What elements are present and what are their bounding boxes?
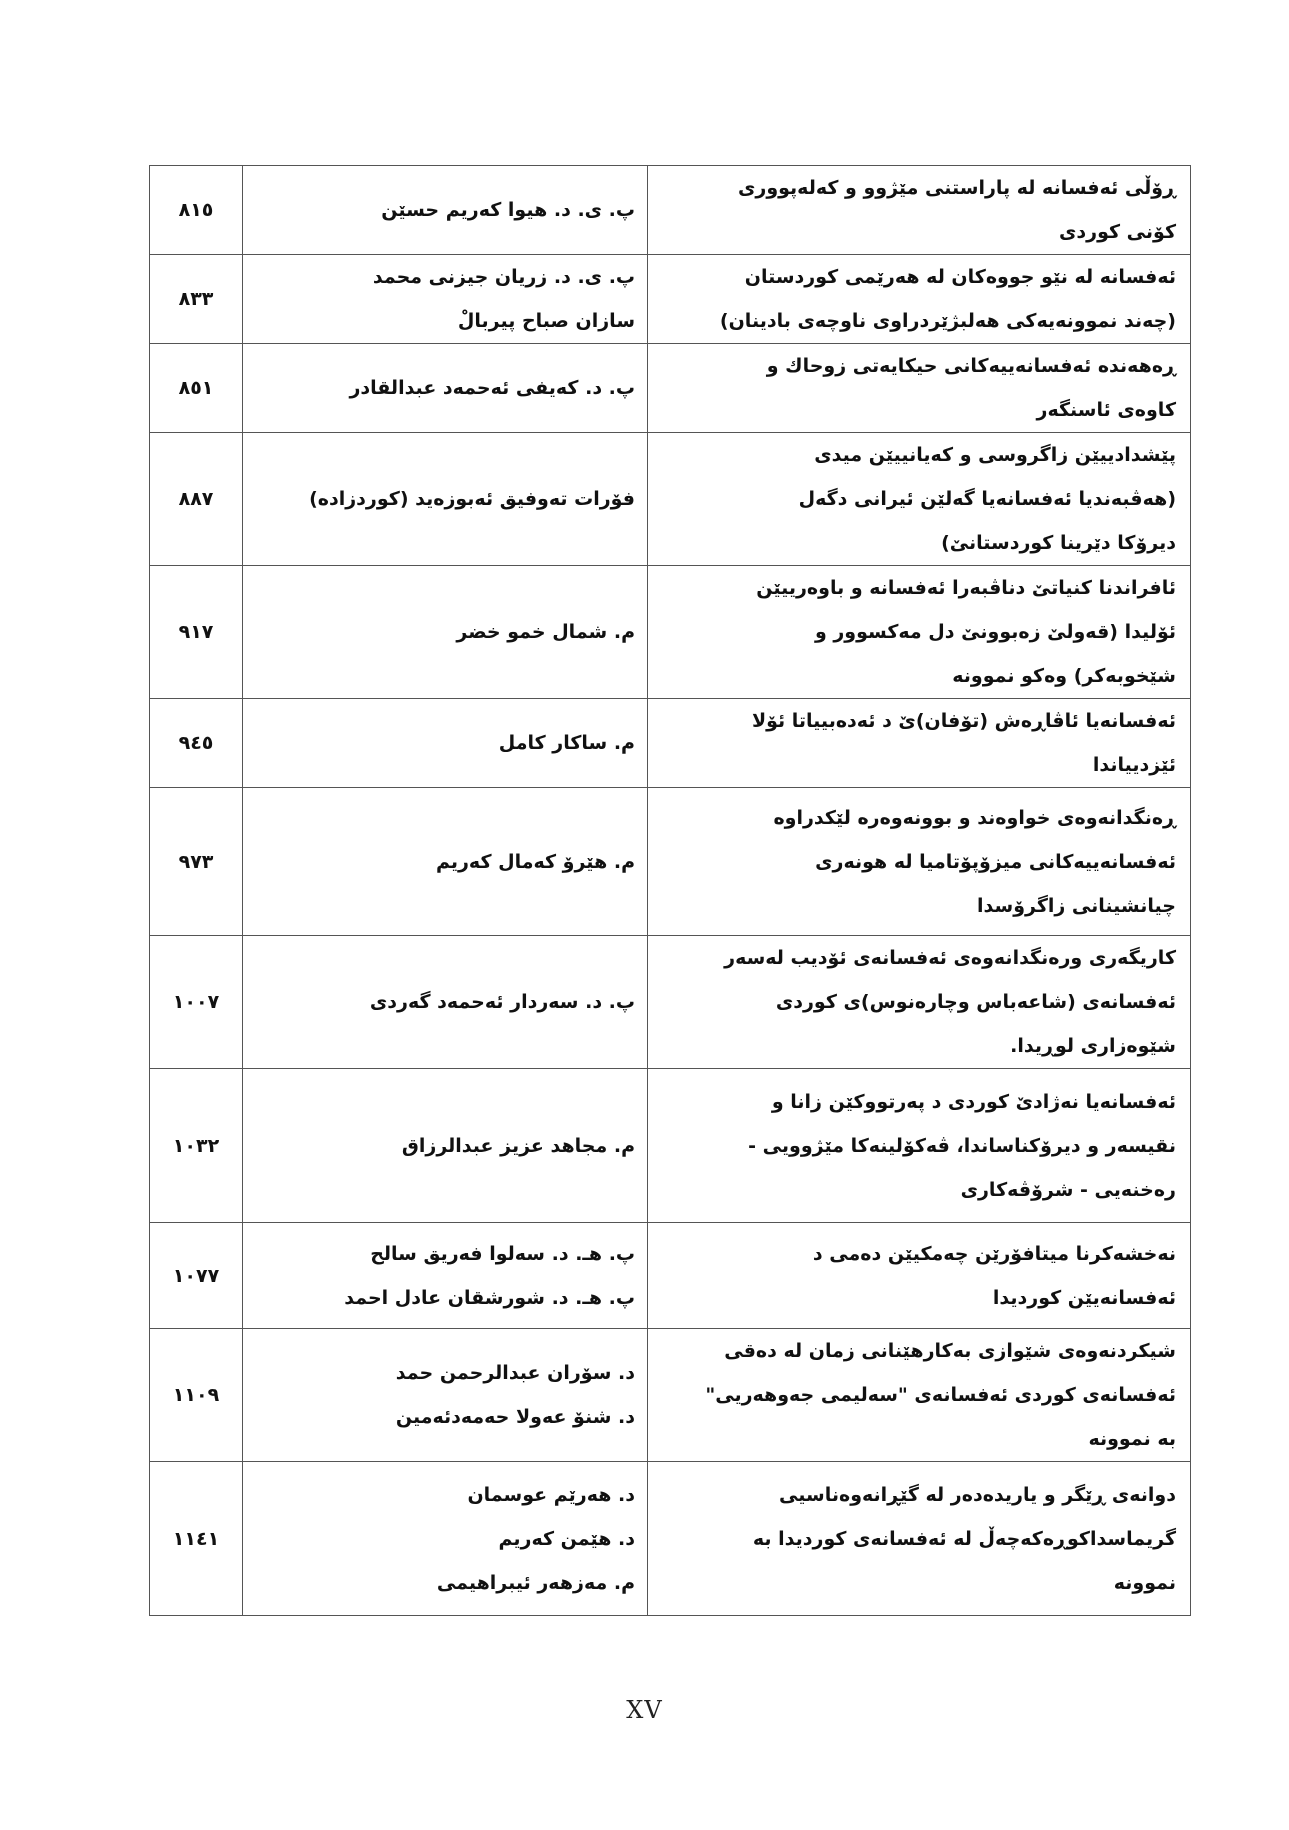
table-row <box>150 699 1191 788</box>
table-row <box>150 1069 1191 1223</box>
contents-table <box>149 165 1191 1616</box>
article-title-line: ئەفسانەیێن کوردیدا <box>992 1286 1176 1309</box>
article-title-cell <box>648 1329 1191 1462</box>
article-title-cell <box>648 788 1191 936</box>
table-row <box>150 788 1191 936</box>
table-row <box>150 1329 1191 1462</box>
author-cell <box>243 255 648 344</box>
table-row <box>150 1223 1191 1329</box>
page-number: XV <box>626 1696 663 1724</box>
author-name: م. ساکار کامل <box>498 732 635 754</box>
article-title-line: بە نموونە <box>1088 1428 1176 1450</box>
author-cell <box>243 566 648 699</box>
article-title-line: چیانشینانی زاگرۆسدا <box>977 894 1176 917</box>
article-title-line: شیکردنەوەی شێوازی بەکارهێنانی زمان لە دەقی <box>724 1340 1176 1362</box>
article-title-line: ئەفسانەی کوردی ئەفسانەی "سەلیمی جەوهەریی" <box>705 1384 1176 1406</box>
table-row <box>150 566 1191 699</box>
article-title-line: (چەند نموونەیەکی هەلبژێردراوی ناوچەی بادینان) <box>719 310 1176 332</box>
article-title-line: ئۆلیدا (قەولێ زەبوونێ دل مەکسوور و <box>814 621 1176 643</box>
author-cell <box>243 166 648 255</box>
author-cell <box>243 936 648 1069</box>
author-cell <box>243 788 648 936</box>
author-cell <box>243 699 648 788</box>
author-name: پ. د. کەیفی ئەحمەد عبدالقادر <box>349 377 635 399</box>
article-title-line: ئافراندنا کنیاتێ دناڤبەرا ئەفسانە و باوەرییێن <box>756 577 1176 599</box>
article-title-line: ئەفسانەیا نەژادێ کوردی د پەرتووکێن زانا و <box>771 1090 1176 1113</box>
article-title-line: ئەفسانەیا ئاڤاڕەش (تۆفان)ێ د ئەدەبییاتا ئۆلا <box>751 710 1176 732</box>
author-cell <box>243 1462 648 1616</box>
author-name: پ. هـ. د. سەلوا فەریق سالح <box>370 1242 635 1265</box>
page-reference: ٨١٥ <box>150 166 243 255</box>
author-name: پ. د. سەردار ئەحمەد گەردی <box>369 991 635 1013</box>
author-name: م. هێرۆ کەمال کەریم <box>435 850 635 873</box>
article-title-line: نەخشەکرنا میتافۆرێن چەمکیێن دەمی د <box>812 1242 1176 1265</box>
article-title-line: کۆنی کوردی <box>1059 221 1176 243</box>
author-name: سازان صباح پیربالْ <box>457 310 635 332</box>
page-reference: ٨٥١ <box>150 344 243 433</box>
table-row <box>150 344 1191 433</box>
page-reference: ١٠٣٢ <box>150 1069 243 1223</box>
table-row <box>150 255 1191 344</box>
table-row <box>150 166 1191 255</box>
article-title-cell <box>648 166 1191 255</box>
article-title-line: رەخنەیی - شرۆڤەکاری <box>960 1178 1176 1201</box>
page-reference: ١١٠٩ <box>150 1329 243 1462</box>
author-name: م. شمال خمو خضر <box>456 621 635 643</box>
author-name: د. هەرێم عوسمان <box>467 1483 635 1506</box>
author-cell <box>243 344 648 433</box>
article-title-line: ئەفسانەییەکانی میزۆپۆتامیا لە هونەری <box>815 850 1176 873</box>
page-reference: ٨٣٣ <box>150 255 243 344</box>
author-cell <box>243 1329 648 1462</box>
article-title-cell <box>648 344 1191 433</box>
article-title-cell <box>648 566 1191 699</box>
author-name: م. مەزهەر ئیبراهیمی <box>436 1571 635 1594</box>
article-title-line: ڕەنگدانەوەی خواوەند و بوونەوەرە لێکدراوە <box>773 806 1176 829</box>
article-title-line: گریماسداکوڕەکەچەڵ لە ئەفسانەی کوردیدا بە <box>752 1527 1176 1550</box>
page-reference: ٩١٧ <box>150 566 243 699</box>
author-name: پ. ی. د. هیوا کەریم حسێن <box>381 199 635 221</box>
article-title-line: ئەفسانەی (شاعەباس وچارەنوس)ی کوردی <box>775 991 1176 1013</box>
article-title-line: شێخوبەکر) وەکو نموونە <box>952 665 1176 687</box>
article-title-line: نموونە <box>1113 1571 1176 1594</box>
page-reference: ١٠٧٧ <box>150 1223 243 1329</box>
author-name: د. هێمن کەریم <box>498 1527 635 1550</box>
table-row <box>150 1462 1191 1616</box>
page-reference: ٨٨٧ <box>150 433 243 566</box>
page-reference: ٩٧٣ <box>150 788 243 936</box>
author-name: د. شنۆ عەولا حەمەدئەمین <box>395 1406 635 1428</box>
author-name: فۆرات تەوفیق ئەبوزەید (کوردزادە) <box>309 488 635 510</box>
article-title-line: (هەڤبەندیا ئەفسانەیا گەلێن ئیرانی دگەل <box>798 488 1176 510</box>
article-title-line: پێشدادییێن زاگروسی و کەیانییێن میدی <box>814 444 1176 466</box>
article-title-cell <box>648 1462 1191 1616</box>
article-title-line: دیرۆکا دێرینا کوردستانێ) <box>941 532 1176 554</box>
article-title-cell <box>648 699 1191 788</box>
article-title-line: کاوەی ئاسنگەر <box>1036 399 1176 421</box>
author-name: پ. ی. د. زریان جیزنی محمد <box>372 266 635 288</box>
author-name: د. سۆران عبدالرحمن حمد <box>395 1362 635 1384</box>
author-name: پ. هـ. د. شورشقان عادل احمد <box>344 1286 635 1309</box>
article-title-cell <box>648 936 1191 1069</box>
article-title-cell <box>648 255 1191 344</box>
author-name: م. مجاهد عزیز عبدالرزاق <box>401 1134 635 1157</box>
page-reference: ٩٤٥ <box>150 699 243 788</box>
table-row <box>150 936 1191 1069</box>
page-reference: ١٠٠٧ <box>150 936 243 1069</box>
author-cell <box>243 433 648 566</box>
article-title-cell <box>648 1069 1191 1223</box>
article-title-cell <box>648 433 1191 566</box>
article-title-line: نقیسەر و دیرۆکناساندا، ڤەکۆلینەکا مێژوویی - <box>748 1134 1176 1157</box>
page-reference: ١١٤١ <box>150 1462 243 1616</box>
contents-table-body <box>150 166 1191 1616</box>
article-title-line: کاریگەری ورەنگدانەوەی ئەفسانەی ئۆدیب لەسەر <box>724 947 1176 969</box>
article-title-line: شێوەزاری لوڕیدا. <box>1010 1035 1176 1057</box>
author-cell <box>243 1223 648 1329</box>
article-title-line: ڕۆڵی ئەفسانە لە پاراستنی مێژوو و کەلەپووری <box>737 177 1176 199</box>
author-cell <box>243 1069 648 1223</box>
table-row <box>150 433 1191 566</box>
article-title-line: دوانەی ڕێگر و یاریدەدەر لە گێڕانەوەناسیی <box>779 1483 1176 1506</box>
article-title-line: ڕەهەندە ئەفسانەییەکانی حیکایەتی زوحاك و <box>766 355 1176 377</box>
article-title-line: ئێزدییاندا <box>1092 754 1176 776</box>
article-title-line: ئەفسانە لە نێو جووەکان لە هەرێمی کوردستان <box>744 266 1176 288</box>
article-title-cell <box>648 1223 1191 1329</box>
